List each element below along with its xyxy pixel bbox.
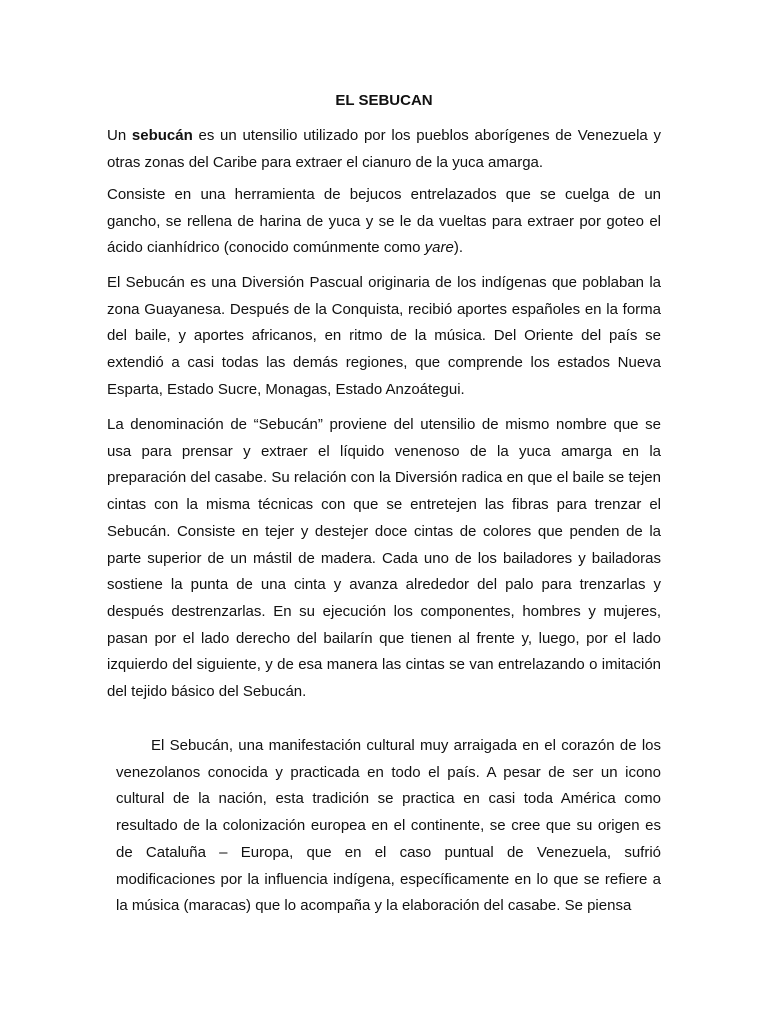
paragraph-3: El Sebucán es una Diversión Pascual originaria de los indígenas que poblaban la zona Guayanesa. Después de la Conquista, recibió aportes españoles en la forma del baile, y aportes africanos, en ritmo de la música. Del Oriente del país se extendió a casi todas las demás regiones, que comprende los estados Nueva Esparta, Estado Sucre, Monagas, Estado Anzoátegui.: [107, 274, 661, 398]
paragraph-4: La denominación de “Sebucán” proviene del utensilio de mismo nombre que se usa para prensar y extraer el líquido venenoso de la yuca amarga en la preparación del casabe. Su relación con la Diversión radica en que el baile se tejen cintas con la misma técnicas con que se entretejen las fibras para trenzar el Sebucán. Consiste en tejer y destejer doce cintas de colores que penden de la parte superior de un mástil de madera. Cada uno de los bailadores y bailadoras sostiene la punta de una cinta y avanza alrededor del palo para trenzarlas y después destrenzarlas. En su ejecución los componentes, hombres y mujeres, pasan por el lado derecho del bailarín que tienen al frente y, luego, por el lado izquierdo del siguiente, y de esa manera las cintas se van entrelazando o imitación del tejido básico del Sebucán.: [107, 416, 661, 701]
paragraph-2-italic-term: yare: [424, 239, 454, 257]
document-title: EL SEBUCAN: [335, 92, 433, 109]
paragraph-1-bold-term: sebucán: [131, 127, 193, 144]
paragraph-1-lead: Un: [107, 127, 132, 144]
paragraph-1: [107, 123, 661, 176]
paragraph-5: El Sebucán, una manifestación cultural muy arraigada en el corazón de los venezolanos conocida y practicada en todo el país. A pesar de ser un icono cultural de la nación, esta tradición se practica en casi toda América como resultado de la colonización europea en el continente, se cree que su origen es de Cataluña – Europa, que en el caso puntual de Venezuela, sufrió modificaciones por la influencia indígena, específicamente en lo que se refiere a la música (maracas) que lo acompaña y la elaboración del casabe. Se piensa: [116, 737, 661, 915]
paragraph-2: [107, 182, 661, 262]
paragraph-1-rest: es un utensilio utilizado por los pueblos aborígenes de Venezuela y otras zonas del Caribe para extraer el cianuro de la yuca amarga.: [107, 127, 661, 171]
paragraph-2-text: Consiste en una herramienta de bejucos entrelazados que se cuelga de un gancho, se rellena de harina de yuca y se le da vueltas para extraer por goteo el ácido cianhídrico (conocido comúnmente como: [107, 186, 661, 257]
paragraph-2-tail: ).: [453, 239, 464, 257]
